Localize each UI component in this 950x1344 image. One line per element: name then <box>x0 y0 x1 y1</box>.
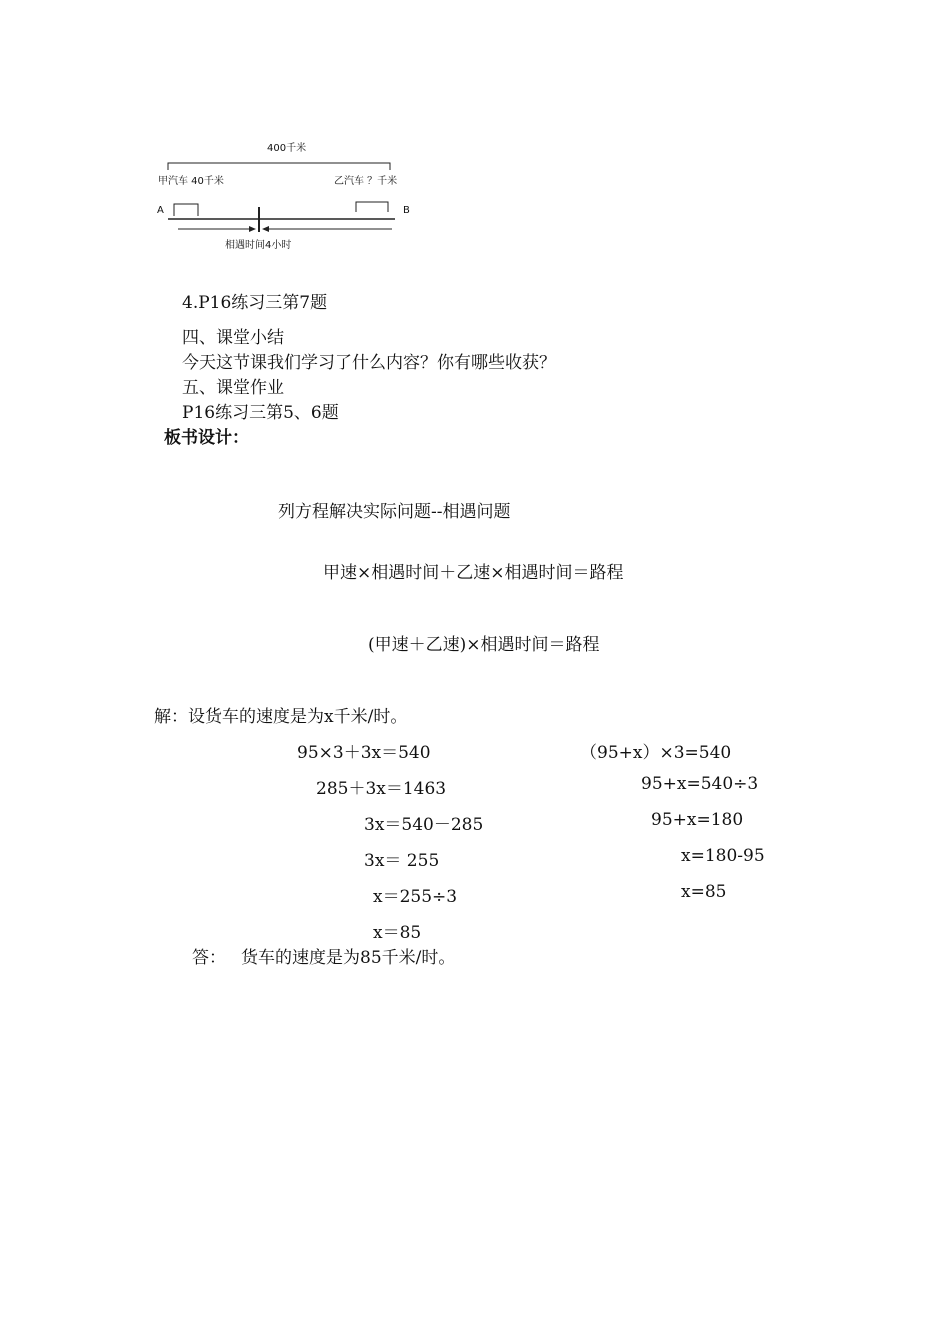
left-step-2: 285＋3x＝1463 <box>316 779 447 799</box>
left-step-6: x＝85 <box>373 923 422 943</box>
left-step-5: x＝255÷3 <box>373 887 458 907</box>
right-step-3: 95+x=180 <box>651 810 744 830</box>
summary-question: 今天这节课我们学习了什么内容？你有哪些收获？ <box>182 353 556 373</box>
total-distance-brace <box>168 163 390 170</box>
point-a-label: A <box>157 205 164 216</box>
board-title: 列方程解决实际问题--相遇问题 <box>278 502 511 522</box>
answer-text: 货车的速度是为85千米/时。 <box>241 948 456 968</box>
formula-combined: (甲速＋乙速)×相遇时间＝路程 <box>368 635 600 655</box>
total-distance-label: 400千米 <box>267 143 307 154</box>
diagram-lines <box>0 0 950 260</box>
car-a-label: 甲汽车 40千米 <box>158 176 224 187</box>
meet-time-label: 相遇时间4小时 <box>225 240 292 251</box>
board-design-heading: 板书设计： <box>164 428 249 448</box>
section-summary-heading: 四、课堂小结 <box>182 328 284 348</box>
right-step-4: x=180-95 <box>681 846 765 866</box>
homework-text: P16练习三第5、6题 <box>182 403 339 423</box>
left-step-3: 3x＝540－285 <box>364 815 484 835</box>
car-b-bracket <box>356 202 388 212</box>
right-step-5: x=85 <box>681 882 727 902</box>
formula-sum: 甲速×相遇时间＋乙速×相遇时间＝路程 <box>323 563 624 583</box>
left-step-1: 95×3＋3x＝540 <box>297 743 431 763</box>
right-step-1: （95+x）×3=540 <box>580 743 732 763</box>
arrow-a-head <box>249 226 256 232</box>
left-step-4: 3x＝ 255 <box>364 851 440 871</box>
answer-label: 答： <box>192 948 226 968</box>
car-b-label: 乙汽车 ？千米 <box>334 176 398 187</box>
solution-intro: 解：设货车的速度是为x千米/时。 <box>154 707 408 727</box>
point-b-label: B <box>403 205 410 216</box>
arrow-b-head <box>262 226 269 232</box>
right-step-2: 95+x=540÷3 <box>641 774 759 794</box>
item-4: 4.P16练习三第7题 <box>182 293 328 313</box>
car-a-bracket <box>174 204 198 216</box>
section-homework-heading: 五、课堂作业 <box>182 378 284 398</box>
